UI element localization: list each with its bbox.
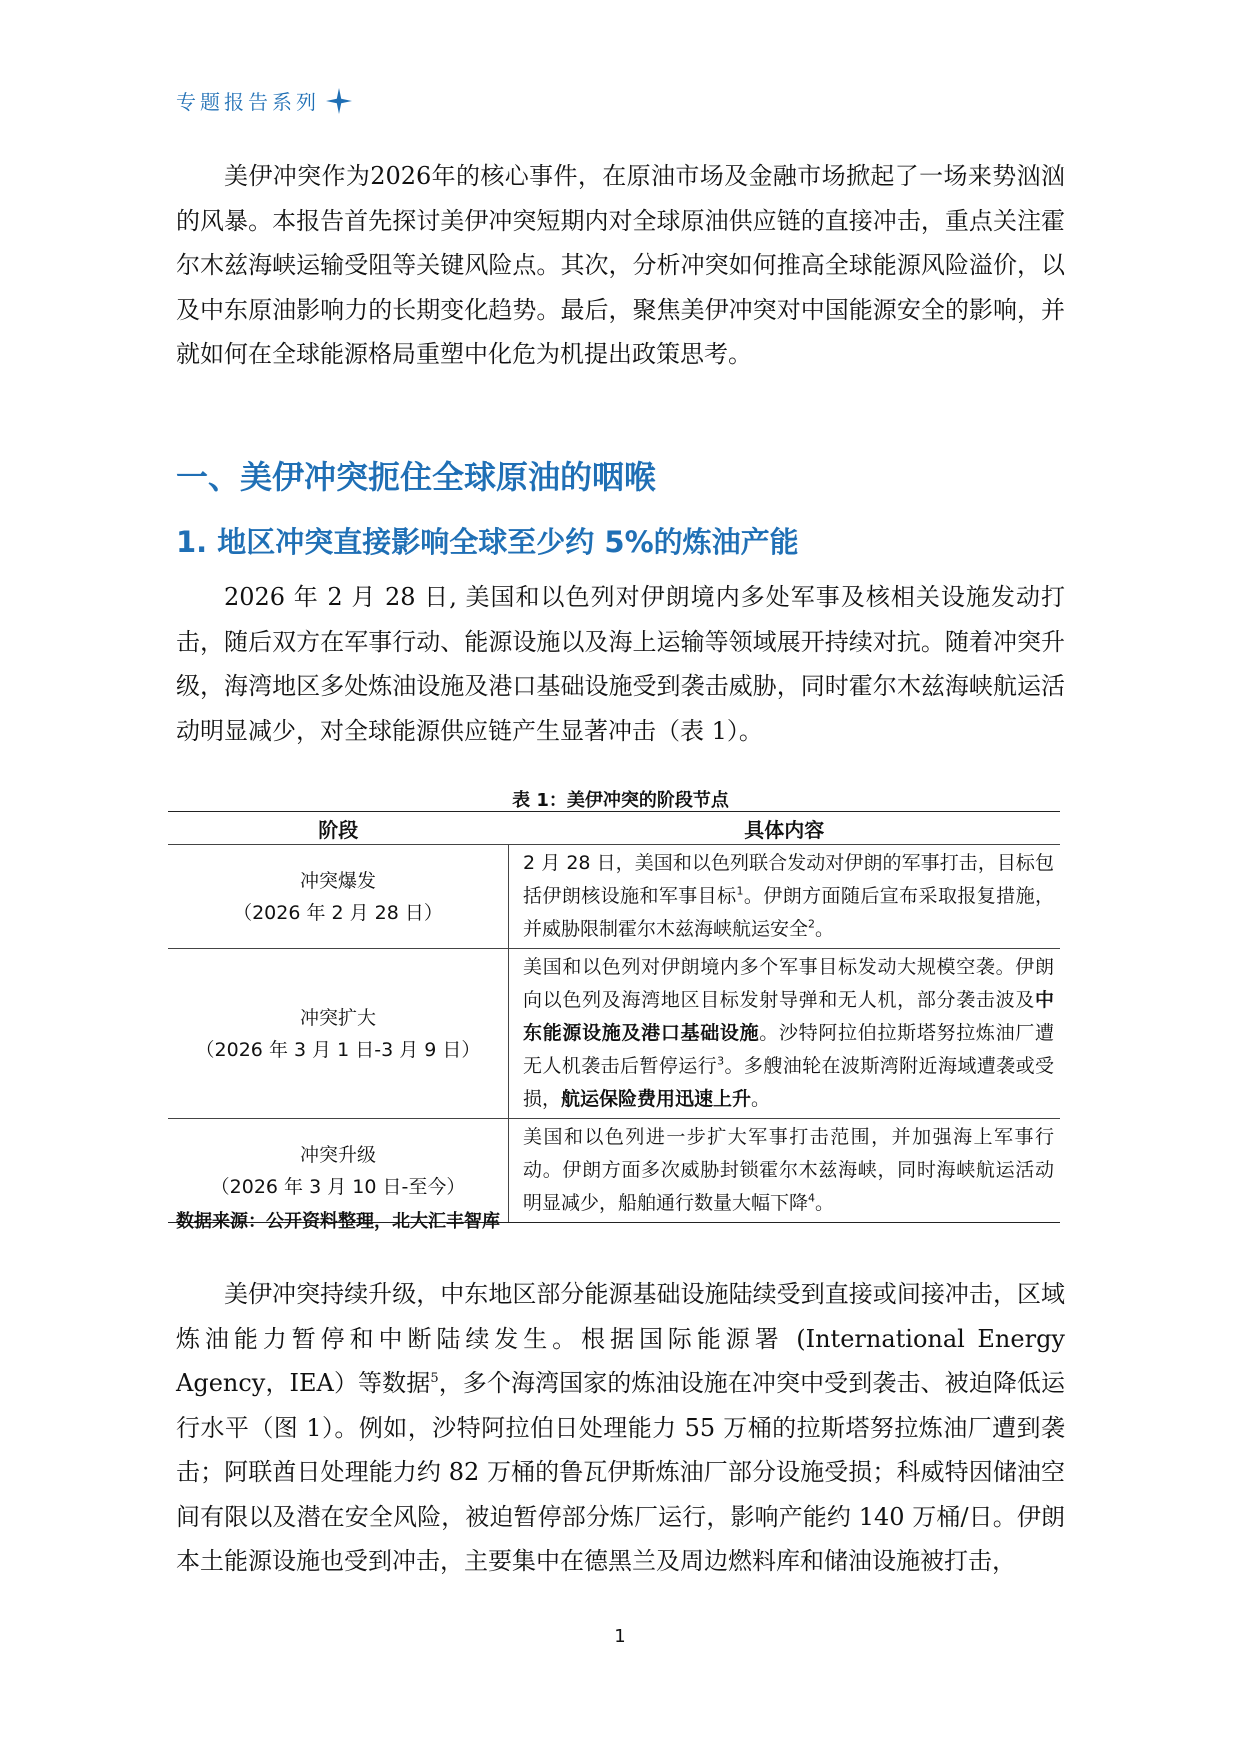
content-cell (509, 949, 1061, 1119)
subsection-heading: 1. 地区冲突直接影响全球至少约 5%的炼油产能 (176, 525, 799, 559)
content-text: 。 (815, 918, 835, 940)
page-number: 1 (614, 1626, 626, 1647)
stage-period: （2026 年 3 月 1 日-3 月 9 日） (195, 1038, 481, 1061)
body-text: ，多个海湾国家的炼油设施在冲突中受到袭击、被迫降低运行水平（图 1）。例如，沙特阿拉伯日处理能力 55 万桶的拉斯塔努拉炼油厂遭到袭击；阿联酋日处理能力约 82 万桶的鲁瓦伊斯炼油厂部分设施受损；科威特因储油空间有限以及潜在安全风险，被迫暂停部分炼厂运行，影响产能约 140 万桶/日。伊朗本土能源设施也受到冲击，主要集中在德黑兰及周边燃料库和储油设施被打击， (176, 1369, 1066, 1575)
stage-period: （2026 年 2 月 28 日） (233, 901, 443, 924)
content-text: 。沙特阿拉伯拉斯塔努拉炼油厂遭无人机袭击后暂停运行 (523, 1022, 1054, 1077)
content-text: 。伊朗方面随后宣布采取报复措施，并威胁限制霍尔木兹海峡航运安全 (523, 885, 1054, 940)
stage-name: 冲突爆发 (299, 869, 376, 892)
table-row (168, 949, 1060, 1119)
content-text: 美国和以色列进一步扩大军事打击范围，并加强海上军事行动。伊朗方面多次威胁封锁霍尔木兹海峡，同时海峡航运活动明显减少，船舶通行数量大幅下降 (523, 1126, 1054, 1214)
conflict-stages-table (168, 811, 1060, 1223)
footnote-ref: 3 (717, 1054, 725, 1068)
table-caption: 表 1：美伊冲突的阶段节点 (512, 790, 729, 811)
body-paragraph-2: 2026 年 2 月 28 日, 美国和以色列对伊朗境内多处军事及核相关设施发动打击，随后双方在军事行动、能源设施以及海上运输等领域展开持续对抗。随着冲突升级，海湾地区多处炼油设施及港口基础设施受到袭击威胁，同时霍尔木兹海峡航运活动明显减少，对全球能源供应链产生显著冲击（表 1）。 (176, 583, 1065, 745)
content-bold-text: 中东能源设施及港口基础设施 (523, 989, 1054, 1044)
stage-cell (168, 949, 509, 1119)
content-text: 2 月 28 日，美国和以色列联合发动对伊朗的军事打击，目标包括伊朗核设施和军事目标 (523, 852, 1054, 907)
four-point-star-icon (326, 88, 352, 114)
footnote-ref: 1 (736, 884, 744, 898)
table-row (168, 845, 1060, 949)
content-text: 。多艘油轮在波斯湾附近海域遭袭或受损， (523, 1055, 1054, 1110)
footnote-ref: 2 (808, 917, 816, 931)
body-paragraph-3 (176, 1272, 1065, 1584)
header-content: 具体内容 (509, 812, 1061, 845)
content-text: 。 (751, 1088, 771, 1110)
footnote-ref: 4 (808, 1191, 816, 1205)
data-source-note: 数据来源：公开资料整理，北大汇丰智库 (176, 1211, 500, 1232)
content-cell (509, 1119, 1061, 1223)
stage-name: 冲突升级 (299, 1143, 376, 1166)
content-cell (509, 845, 1061, 949)
content-bold-text: 航运保险费用迅速上升 (561, 1088, 752, 1110)
stage-cell (168, 845, 509, 949)
header-stage: 阶段 (168, 812, 509, 845)
intro-paragraph: 美伊冲突作为2026年的核心事件，在原油市场及金融市场掀起了一场来势汹汹的风暴。本报告首先探讨美伊冲突短期内对全球原油供应链的直接冲击，重点关注霍尔木兹海峡运输受阻等关键风险点。其次，分析冲突如何推高全球能源风险溢价，以及中东原油影响力的长期变化趋势。最后，聚焦美伊冲突对中国能源安全的影响，并就如何在全球能源格局重塑中化危为机提出政策思考。 (176, 162, 1065, 368)
stage-name: 冲突扩大 (299, 1006, 376, 1029)
content-text: 。 (815, 1192, 835, 1214)
series-label: 专题报告系列 (176, 90, 320, 114)
footnote-ref: 5 (430, 1371, 439, 1386)
stage-period: （2026 年 3 月 10 日-至今） (210, 1175, 466, 1198)
table-header-row (168, 812, 1060, 845)
report-series-header (176, 86, 352, 115)
section-heading: 一、美伊冲突扼住全球原油的咽喉 (176, 458, 657, 496)
content-text: 美国和以色列对伊朗境内多个军事目标发动大规模空袭。伊朗向以色列及海湾地区目标发射导弹和无人机，部分袭击波及 (523, 956, 1054, 1011)
body-text: 美伊冲突持续升级，中东地区部分能源基础设施陆续受到直接或间接冲击，区域炼油能力暂停和中断陆续发生。根据国际能源署 (International Energy Agency，IEA）等数据 (176, 1280, 1065, 1397)
